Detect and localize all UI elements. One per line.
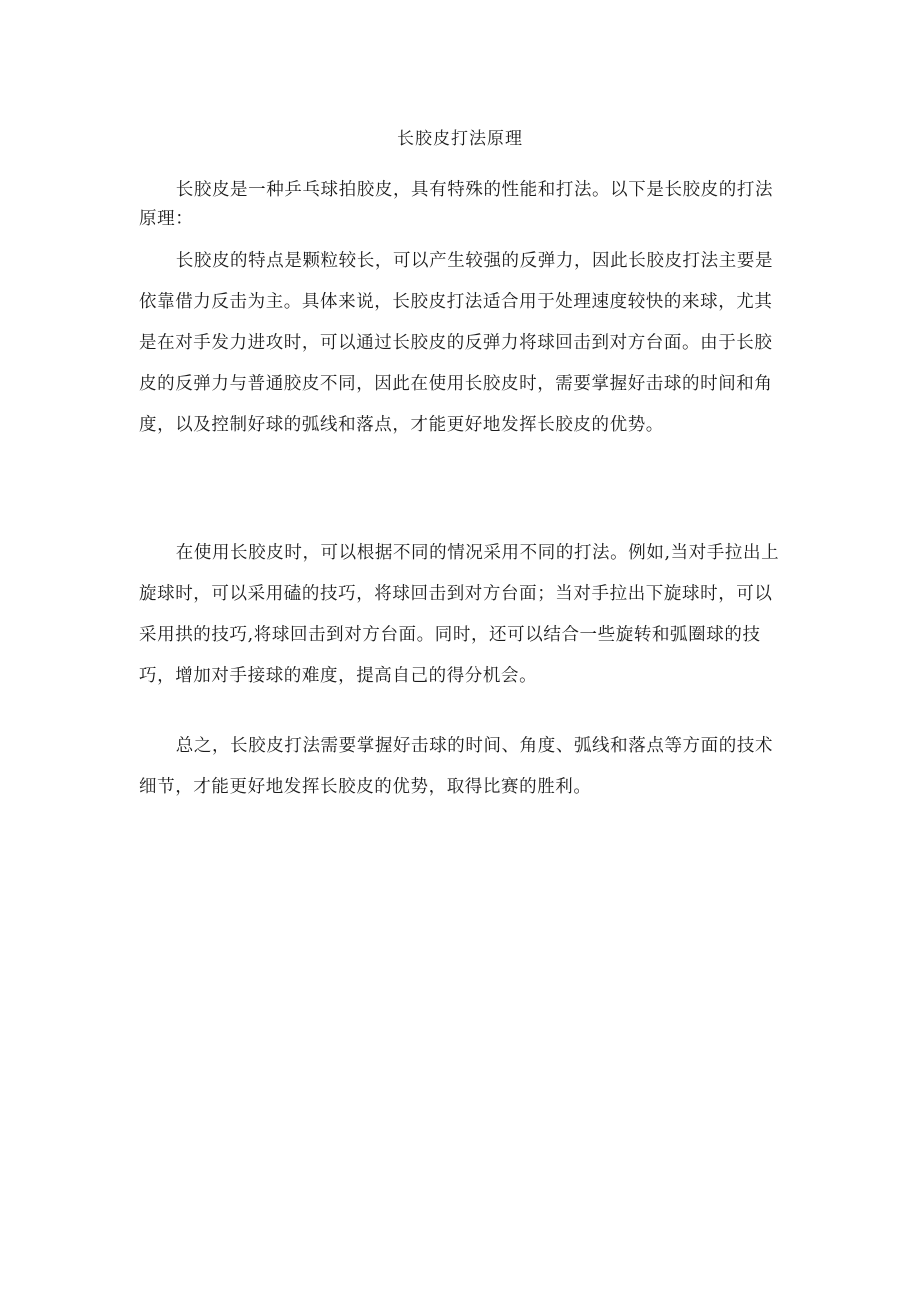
paragraph-techniques: 在使用长胶皮时，可以根据不同的情况采用不同的打法。例如,当对手拉出上旋球时，可以采用磕的技巧，将球回击到对方台面；当对手拉出下旋球时，可以采用拱的技巧,将球回击到对方台面。同时，还可以结合一些旋转和弧圈球的技巧，增加对手接球的难度，提高自己的得分机会。 [139, 543, 780, 686]
document-title: 长胶皮打法原理 [397, 129, 523, 149]
paragraph-intro: 长胶皮是一种乒乓球拍胶皮，具有特殊的性能和打法。以下是长胶皮的打法原理： [139, 180, 774, 229]
paragraph-characteristics: 长胶皮的特点是颗粒较长，可以产生较强的反弹力，因此长胶皮打法主要是依靠借力反击为主。具体来说，长胶皮打法适合用于处理速度较快的来球，尤其是在对手发力进攻时，可以通过长胶皮的反弹力将球回击到对方台面。由于长胶皮的反弹力与普通胶皮不同，因此在使用长胶皮时，需要掌握好击球的时间和角度，以及控制好球的弧线和落点，才能更好地发挥长胶皮的优势。 [139, 251, 774, 435]
paragraph-conclusion: 总之，长胶皮打法需要掌握好击球的时间、角度、弧线和落点等方面的技术细节，才能更好地发挥长胶皮的优势，取得比赛的胜利。 [139, 736, 774, 797]
